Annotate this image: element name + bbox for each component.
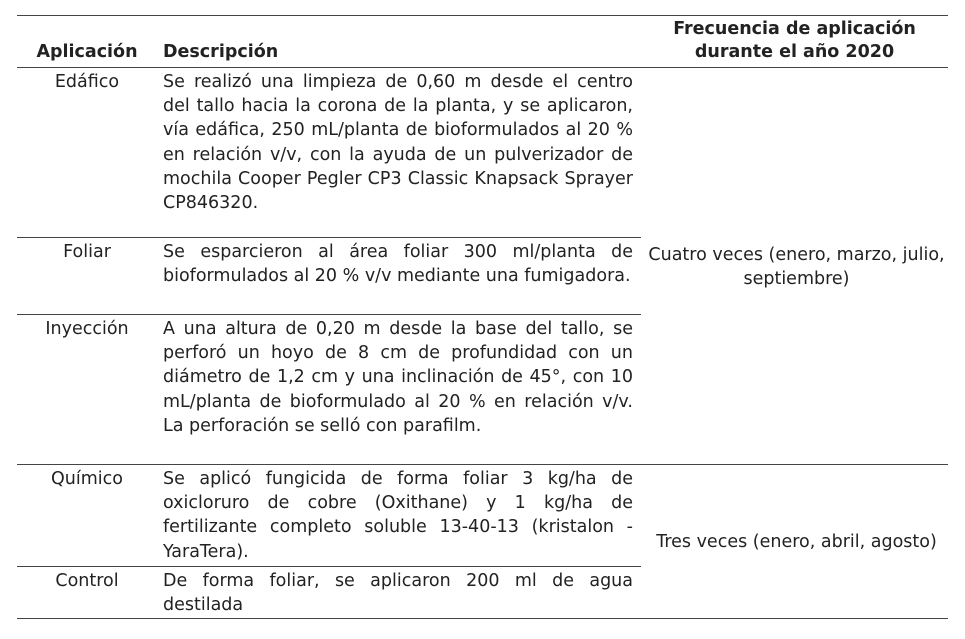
cell-description: De forma foliar, se aplicaron 200 ml de agua destilada (157, 567, 641, 619)
header-row (17, 16, 948, 68)
header-frequency: Frecuencia de aplicación durante el año 2020 (641, 16, 948, 68)
cell-frequency: Tres veces (enero, abril, agosto) (641, 465, 948, 619)
cell-description: A una altura de 0,20 m desde la base del tallo, se perforó un hoyo de 8 cm de profundidad con un diámetro de 1,2 cm y una inclinación de 45°, con 10 mL/planta de bioformulado al 20 % en relación v/v. La perforación se selló con parafilm. (157, 315, 641, 465)
cell-application: Foliar (17, 238, 157, 315)
cell-application: Edáfico (17, 68, 157, 238)
table-row (17, 68, 948, 238)
cell-application: Químico (17, 465, 157, 567)
cell-application: Control (17, 567, 157, 619)
cell-description: Se aplicó fungicida de forma foliar 3 kg/ha de oxicloruro de cobre (Oxithane) y 1 kg/ha de fertilizante completo soluble 13-40-13 (kristalon - YaraTera). (157, 465, 641, 567)
cell-description: Se realizó una limpieza de 0,60 m desde el centro del tallo hacia la corona de la planta, y se aplicaron, vía edáfica, 250 mL/planta de bioformulados al 20 % en relación v/v, con la ayuda de un pulverizador de mochila Cooper Pegler CP3 Classic Knapsack Sprayer CP846320. (157, 68, 641, 238)
cell-frequency: Cuatro veces (enero, marzo, julio, septiembre) (641, 68, 948, 465)
cell-application: Inyección (17, 315, 157, 465)
table-row (17, 465, 948, 567)
header-application: Aplicación (17, 16, 157, 68)
application-table (17, 15, 948, 619)
cell-description: Se esparcieron al área foliar 300 ml/planta de bioformulados al 20 % v/v mediante una fumigadora. (157, 238, 641, 315)
header-description: Descripción (157, 16, 641, 68)
